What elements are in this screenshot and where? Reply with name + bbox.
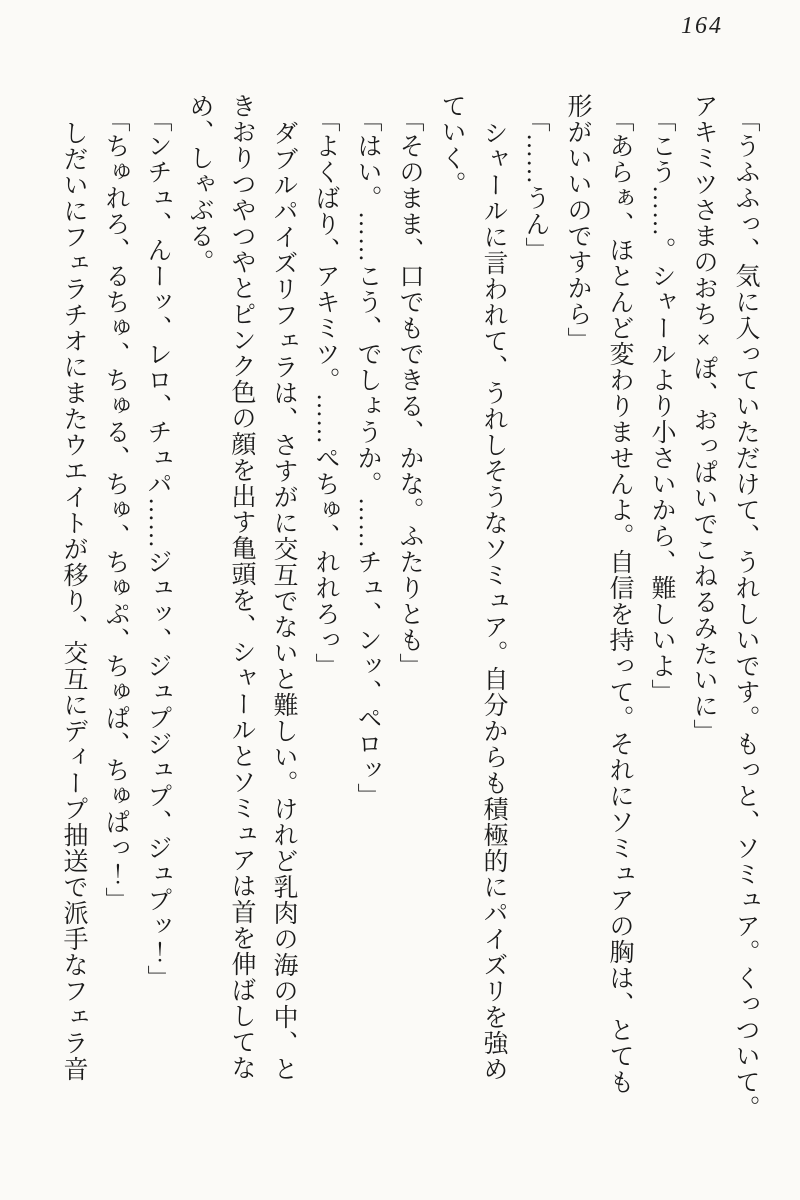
page-text: [52, 93, 766, 1135]
text-line: 「ンチュ、んーッ、レロ、チュパ……ジュッ、ジュプジュプ、ジュプッ！」: [144, 107, 171, 991]
text-line: め、しゃぶる。: [186, 93, 213, 275]
text-line: 形がいいのですから」: [564, 93, 591, 353]
text-line: シャールに言われて、うれしそうなソミュア。自分からも積極的にパイズリを強め: [480, 120, 507, 1082]
text-line: 「こう……。シャールより小さいから、難しいよ」: [648, 107, 675, 705]
text-line: 「ちゅれろ、るちゅ、ちゅる、ちゅ、ちゅぷ、ちゅぱ、ちゅぱっ！」: [102, 107, 129, 913]
text-line: 「……うん」: [522, 107, 549, 263]
text-line: きおりつやつやとピンク色の顔を出す亀頭を、シャールとソミュアは首を伸ばしてな: [228, 93, 255, 1081]
text-line: 「そのまま、口でもできる、かな。ふたりとも」: [396, 107, 423, 679]
text-line: 「よくばり、アキミツ。……ぺちゅ、れれろっ」: [312, 107, 339, 679]
text-line: 「あらぁ、ほとんど変わりませんよ。自信を持って。それにソミュアの胸は、とても: [606, 107, 633, 1095]
text-line: ダブルパイズリフェラは、さすがに交互でないと難しい。けれど乳肉の海の中、と: [270, 120, 297, 1082]
text-line: アキミツさまのおち×ぽ、おっぱいでこねるみたいに」: [690, 93, 717, 745]
text-line: ていく。: [438, 93, 465, 197]
page-number: 164: [681, 13, 723, 39]
text-line: 「うふふっ、気に入っていただけて、うれしいです。もっと、ソミュア。くっついて。: [732, 107, 759, 1121]
text-line: 「はい。……こう、でしょうか。……チュ、ンッ、ペロッ」: [354, 107, 381, 809]
text-line: しだいにフェラチオにまたウエイトが移り、交互にディープ抽送で派手なフェラ音: [60, 120, 87, 1082]
